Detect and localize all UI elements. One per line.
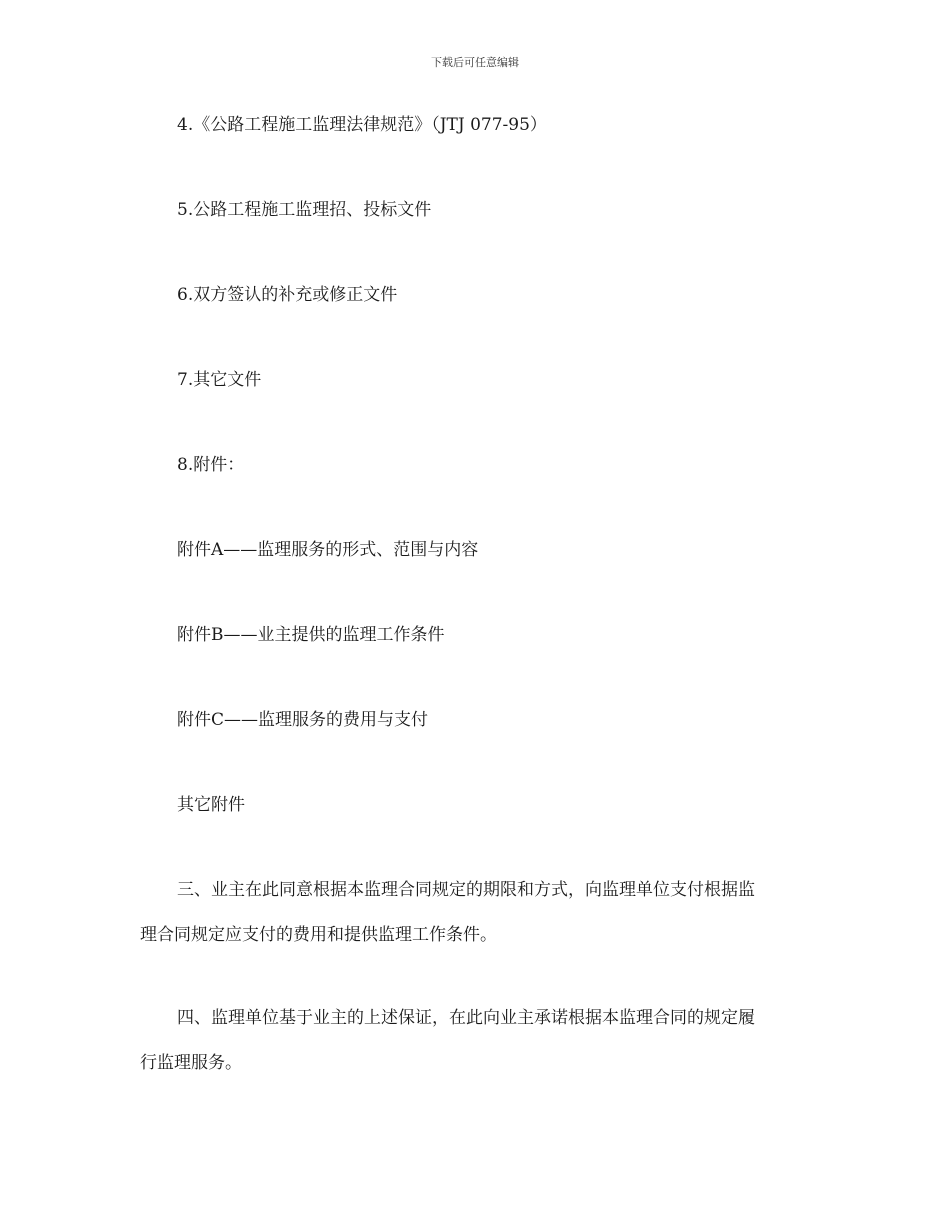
paragraph-three-line1: 三、业主在此同意根据本监理合同规定的期限和方式，向监理单位支付根据监 [177,880,755,900]
page-header: 下载后可任意编辑 [431,56,519,69]
list-item-6: 6.双方签认的补充或修正文件 [177,285,398,305]
paragraph-three-line2: 理合同规定应支付的费用和提供监理工作条件。 [140,925,497,945]
paragraph-four-line2: 行监理服务。 [140,1053,242,1073]
list-item-5: 5.公路工程施工监理招、投标文件 [177,200,432,220]
list-item-4: 4.《公路工程施工监理法律规范》（JTJ 077-95） [177,115,547,135]
attachment-c: 附件C——监理服务的费用与支付 [177,710,429,730]
list-item-8: 8.附件： [177,455,245,475]
paragraph-four-line1: 四、监理单位基于业主的上述保证，在此向业主承诺根据本监理合同的规定履 [177,1008,755,1028]
attachment-b: 附件B——业主提供的监理工作条件 [177,625,445,645]
list-item-7: 7.其它文件 [177,370,262,390]
attachment-a: 附件A——监理服务的形式、范围与内容 [177,540,479,560]
attachment-other: 其它附件 [177,795,245,815]
